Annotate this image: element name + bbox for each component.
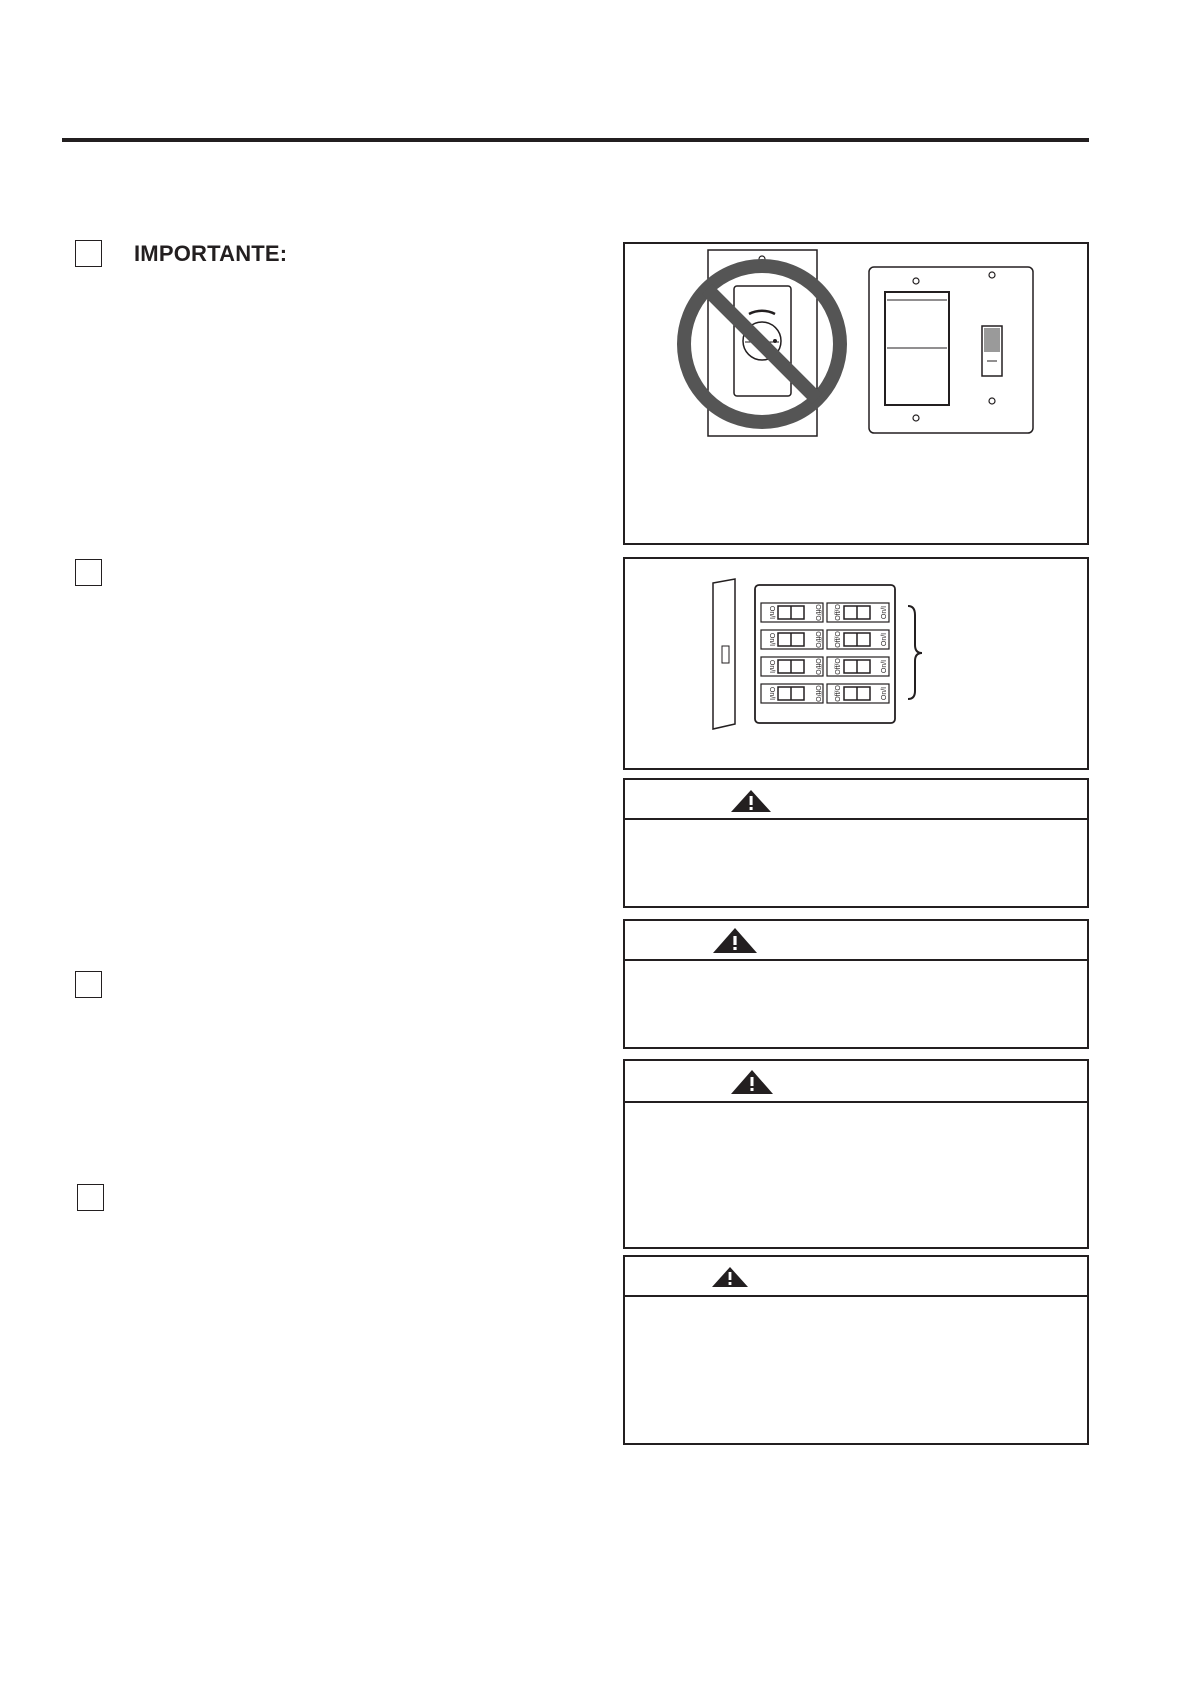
breaker-label: Off/O: [814, 658, 822, 675]
breaker-switch: [827, 684, 889, 703]
breaker-label: Off/O: [834, 685, 842, 702]
breaker-switch: [761, 603, 823, 622]
warning-triangle-icon: [711, 1266, 749, 1288]
breaker-label: Off/O: [814, 631, 822, 648]
toggle-switch-icon: [982, 326, 1002, 376]
breaker-label: On/I: [880, 605, 888, 620]
breaker-switch: [827, 657, 889, 676]
breaker-label: On/I: [768, 605, 776, 620]
breaker-label: On/I: [768, 686, 776, 701]
breaker-label: Off/O: [834, 631, 842, 648]
breaker-switch: [827, 630, 889, 649]
breaker-label: On/I: [880, 686, 888, 701]
breaker-switch: [761, 684, 823, 703]
step-3-checkbox[interactable]: [75, 971, 102, 998]
breaker-switch: [827, 603, 889, 622]
rocker-switch-icon: [885, 292, 949, 405]
warning-triangle-icon: [730, 1069, 774, 1095]
important-heading: IMPORTANTE:: [134, 241, 288, 266]
breaker-label: On/I: [768, 632, 776, 647]
breaker-label: Off/O: [814, 604, 822, 621]
step-2-checkbox[interactable]: [75, 559, 102, 586]
breaker-label: Off/O: [814, 685, 822, 702]
breaker-figure: [623, 557, 1089, 770]
breaker-label: Off/O: [834, 658, 842, 675]
breaker-label: On/I: [768, 659, 776, 674]
breaker-panel-icon: [713, 579, 895, 729]
warning-box-2: [623, 919, 1089, 1049]
warning-triangle-icon: [712, 927, 758, 954]
warning-box-1: [623, 778, 1089, 908]
step-1-checkbox[interactable]: [75, 240, 102, 267]
warning-box-4: [623, 1255, 1089, 1445]
breaker-label: On/I: [880, 632, 888, 647]
warning-box-3: [623, 1059, 1089, 1249]
top-rule: [62, 138, 1089, 142]
brace-icon: [908, 606, 922, 699]
breaker-switch: [761, 630, 823, 649]
breaker-label: On/I: [880, 659, 888, 674]
warning-triangle-icon: [730, 789, 772, 813]
switch-figure: [623, 242, 1089, 545]
breaker-switch: [761, 657, 823, 676]
breaker-label: Off/O: [834, 604, 842, 621]
step-4-checkbox[interactable]: [77, 1184, 104, 1211]
